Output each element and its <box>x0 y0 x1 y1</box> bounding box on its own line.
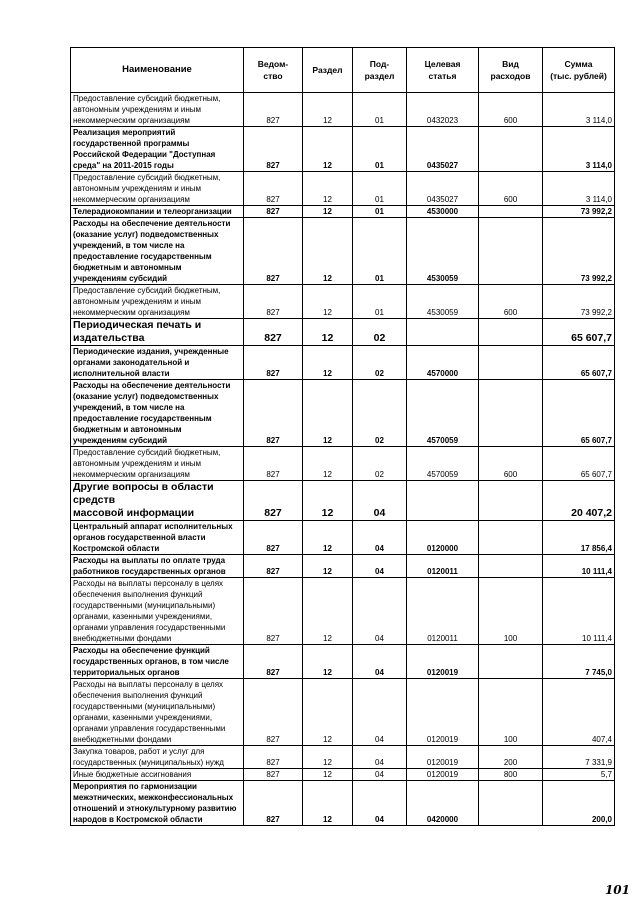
table-row <box>71 447 615 481</box>
cell-sum: 65 607,7 <box>543 346 615 380</box>
cell-kind: 600 <box>479 285 543 319</box>
cell-sum: 5,7 <box>543 769 615 781</box>
cell-kind <box>479 645 543 679</box>
cell-sum: 3 114,0 <box>543 127 615 172</box>
cell-name: Расходы на обеспечение функций государственных органов, в том числе территориальных органов <box>71 645 244 679</box>
cell-target: 0120019 <box>407 769 479 781</box>
cell-kind: 200 <box>479 746 543 769</box>
cell-target: 0120019 <box>407 679 479 746</box>
cell-sum: 7 331,9 <box>543 746 615 769</box>
cell-dept: 827 <box>244 206 303 218</box>
cell-target: 0120000 <box>407 521 479 555</box>
cell-subsection: 02 <box>353 380 407 447</box>
cell-dept: 827 <box>244 769 303 781</box>
cell-name: Иные бюджетные ассигнования <box>71 769 244 781</box>
cell-sum: 407,4 <box>543 679 615 746</box>
cell-name: Предоставление субсидий бюджетным, автономным учреждениям и иным некоммерческим организациям <box>71 447 244 481</box>
cell-subsection: 04 <box>353 578 407 645</box>
cell-subsection: 04 <box>353 481 407 521</box>
table-row <box>71 746 615 769</box>
cell-name: Предоставление субсидий бюджетным, автономным учреждениям и иным некоммерческим организациям <box>71 172 244 206</box>
cell-section: 12 <box>303 521 353 555</box>
cell-sum: 7 745,0 <box>543 645 615 679</box>
cell-kind <box>479 346 543 380</box>
cell-kind: 800 <box>479 769 543 781</box>
column-header-subsection: Под- раздел <box>353 48 407 93</box>
column-header-kind: Вид расходов <box>479 48 543 93</box>
cell-kind: 600 <box>479 93 543 127</box>
cell-subsection: 01 <box>353 127 407 172</box>
cell-sum: 65 607,7 <box>543 447 615 481</box>
cell-target: 0120011 <box>407 555 479 578</box>
cell-target: 4530059 <box>407 218 479 285</box>
cell-subsection: 01 <box>353 206 407 218</box>
cell-section: 12 <box>303 781 353 826</box>
cell-subsection: 02 <box>353 447 407 481</box>
cell-name: Мероприятия по гармонизации межэтнических, межконфессиональных отношений и этнокультурному развитию народов в Костромской области <box>71 781 244 826</box>
table-row <box>71 521 615 555</box>
cell-dept: 827 <box>244 346 303 380</box>
cell-target: 0435027 <box>407 172 479 206</box>
cell-sum: 3 114,0 <box>543 172 615 206</box>
cell-section: 12 <box>303 172 353 206</box>
cell-name: Периодические издания, учрежденные органами законодательной и исполнительной власти <box>71 346 244 380</box>
table-row <box>71 93 615 127</box>
cell-kind <box>479 481 543 521</box>
cell-kind <box>479 206 543 218</box>
cell-subsection: 04 <box>353 645 407 679</box>
cell-dept: 827 <box>244 679 303 746</box>
cell-section: 12 <box>303 645 353 679</box>
cell-target <box>407 481 479 521</box>
cell-subsection: 04 <box>353 555 407 578</box>
cell-name: Предоставление субсидий бюджетным, автономным учреждениям и иным некоммерческим организациям <box>71 285 244 319</box>
cell-target: 0120019 <box>407 645 479 679</box>
cell-name: Периодическая печать и издательства <box>71 319 244 346</box>
cell-dept: 827 <box>244 127 303 172</box>
cell-sum: 65 607,7 <box>543 319 615 346</box>
cell-section: 12 <box>303 93 353 127</box>
cell-subsection: 04 <box>353 679 407 746</box>
cell-dept: 827 <box>244 521 303 555</box>
cell-dept: 827 <box>244 481 303 521</box>
cell-section: 12 <box>303 679 353 746</box>
cell-kind <box>479 127 543 172</box>
cell-name: Закупка товаров, работ и услуг для государственных (муниципальных) нужд <box>71 746 244 769</box>
cell-kind <box>479 380 543 447</box>
table-row <box>71 206 615 218</box>
cell-name: Центральный аппарат исполнительных органов государственной власти Костромской области <box>71 521 244 555</box>
table-row <box>71 481 615 521</box>
cell-subsection: 01 <box>353 285 407 319</box>
budget-table <box>70 47 615 826</box>
cell-sum: 10 111,4 <box>543 578 615 645</box>
cell-dept: 827 <box>244 578 303 645</box>
column-header-dept: Ведом- ство <box>244 48 303 93</box>
cell-subsection: 01 <box>353 218 407 285</box>
cell-sum: 73 992,2 <box>543 206 615 218</box>
cell-name: Предоставление субсидий бюджетным, автономным учреждениям и иным некоммерческим организациям <box>71 93 244 127</box>
table-row <box>71 172 615 206</box>
table-row <box>71 769 615 781</box>
cell-dept: 827 <box>244 93 303 127</box>
table-row <box>71 319 615 346</box>
cell-name: Другие вопросы в области средств массовой информации <box>71 481 244 521</box>
cell-kind <box>479 319 543 346</box>
cell-section: 12 <box>303 380 353 447</box>
table-row <box>71 346 615 380</box>
cell-subsection: 04 <box>353 746 407 769</box>
cell-target: 4570000 <box>407 346 479 380</box>
table-row <box>71 555 615 578</box>
cell-sum: 65 607,7 <box>543 380 615 447</box>
table-header-row <box>71 48 615 93</box>
cell-target: 4530059 <box>407 285 479 319</box>
cell-name: Реализация мероприятий государственной программы Российской Федерации "Доступная среда" на 2011-2015 годы <box>71 127 244 172</box>
cell-target: 4570059 <box>407 447 479 481</box>
cell-target <box>407 319 479 346</box>
cell-sum: 200,0 <box>543 781 615 826</box>
cell-target: 4530000 <box>407 206 479 218</box>
table-row <box>71 679 615 746</box>
cell-target: 4570059 <box>407 380 479 447</box>
cell-kind <box>479 521 543 555</box>
cell-section: 12 <box>303 319 353 346</box>
cell-name: Расходы на выплаты персоналу в целях обеспечения выполнения функций государственными (муниципальными) органами, казенными учреждениями, органами управления государственными внебюджетными фондами <box>71 679 244 746</box>
column-header-sum: Сумма (тыс. рублей) <box>543 48 615 93</box>
column-header-section: Раздел <box>303 48 353 93</box>
cell-dept: 827 <box>244 380 303 447</box>
cell-sum: 17 856,4 <box>543 521 615 555</box>
cell-dept: 827 <box>244 781 303 826</box>
cell-sum: 73 992,2 <box>543 218 615 285</box>
cell-sum: 3 114,0 <box>543 93 615 127</box>
cell-dept: 827 <box>244 218 303 285</box>
table-row <box>71 218 615 285</box>
cell-section: 12 <box>303 346 353 380</box>
cell-kind: 600 <box>479 447 543 481</box>
cell-section: 12 <box>303 481 353 521</box>
cell-subsection: 02 <box>353 319 407 346</box>
cell-kind <box>479 781 543 826</box>
cell-name: Расходы на выплаты персоналу в целях обеспечения выполнения функций государственными (муниципальными) органами, казенными учреждениями, органами управления государственными внебюджетными фондами <box>71 578 244 645</box>
cell-section: 12 <box>303 285 353 319</box>
cell-dept: 827 <box>244 172 303 206</box>
cell-name: Телерадиокомпании и телеорганизации <box>71 206 244 218</box>
cell-name: Расходы на обеспечение деятельности (оказание услуг) подведомственных учреждений, в том числе на предоставление государственным бюджетным и автономным учреждениям субсидий <box>71 218 244 285</box>
cell-kind: 100 <box>479 578 543 645</box>
cell-dept: 827 <box>244 555 303 578</box>
table-row <box>71 578 615 645</box>
cell-section: 12 <box>303 578 353 645</box>
cell-section: 12 <box>303 746 353 769</box>
page-number-mark: 101 <box>604 883 630 897</box>
cell-subsection: 01 <box>353 93 407 127</box>
table-row <box>71 285 615 319</box>
cell-target: 0120011 <box>407 578 479 645</box>
cell-dept: 827 <box>244 645 303 679</box>
cell-dept: 827 <box>244 447 303 481</box>
cell-section: 12 <box>303 769 353 781</box>
cell-dept: 827 <box>244 319 303 346</box>
table-row <box>71 380 615 447</box>
cell-subsection: 04 <box>353 781 407 826</box>
cell-sum: 73 992,2 <box>543 285 615 319</box>
cell-target: 0420000 <box>407 781 479 826</box>
cell-name: Расходы на выплаты по оплате труда работников государственных органов <box>71 555 244 578</box>
cell-subsection: 04 <box>353 521 407 555</box>
cell-kind: 100 <box>479 679 543 746</box>
cell-dept: 827 <box>244 285 303 319</box>
cell-sum: 20 407,2 <box>543 481 615 521</box>
cell-sum: 10 111,4 <box>543 555 615 578</box>
cell-section: 12 <box>303 447 353 481</box>
cell-subsection: 01 <box>353 172 407 206</box>
cell-subsection: 02 <box>353 346 407 380</box>
cell-section: 12 <box>303 555 353 578</box>
column-header-target: Целевая статья <box>407 48 479 93</box>
table-row <box>71 781 615 826</box>
table-body <box>71 93 615 826</box>
cell-subsection: 04 <box>353 769 407 781</box>
cell-section: 12 <box>303 206 353 218</box>
cell-target: 0432023 <box>407 93 479 127</box>
cell-section: 12 <box>303 218 353 285</box>
cell-kind <box>479 218 543 285</box>
cell-target: 0435027 <box>407 127 479 172</box>
column-header-name: Наименование <box>71 48 244 93</box>
cell-name: Расходы на обеспечение деятельности (оказание услуг) подведомственных учреждений, в том числе на предоставление государственным бюджетным и автономным учреждениям субсидий <box>71 380 244 447</box>
table-row <box>71 645 615 679</box>
cell-section: 12 <box>303 127 353 172</box>
cell-kind <box>479 555 543 578</box>
cell-target: 0120019 <box>407 746 479 769</box>
cell-kind: 600 <box>479 172 543 206</box>
cell-dept: 827 <box>244 746 303 769</box>
table-row <box>71 127 615 172</box>
